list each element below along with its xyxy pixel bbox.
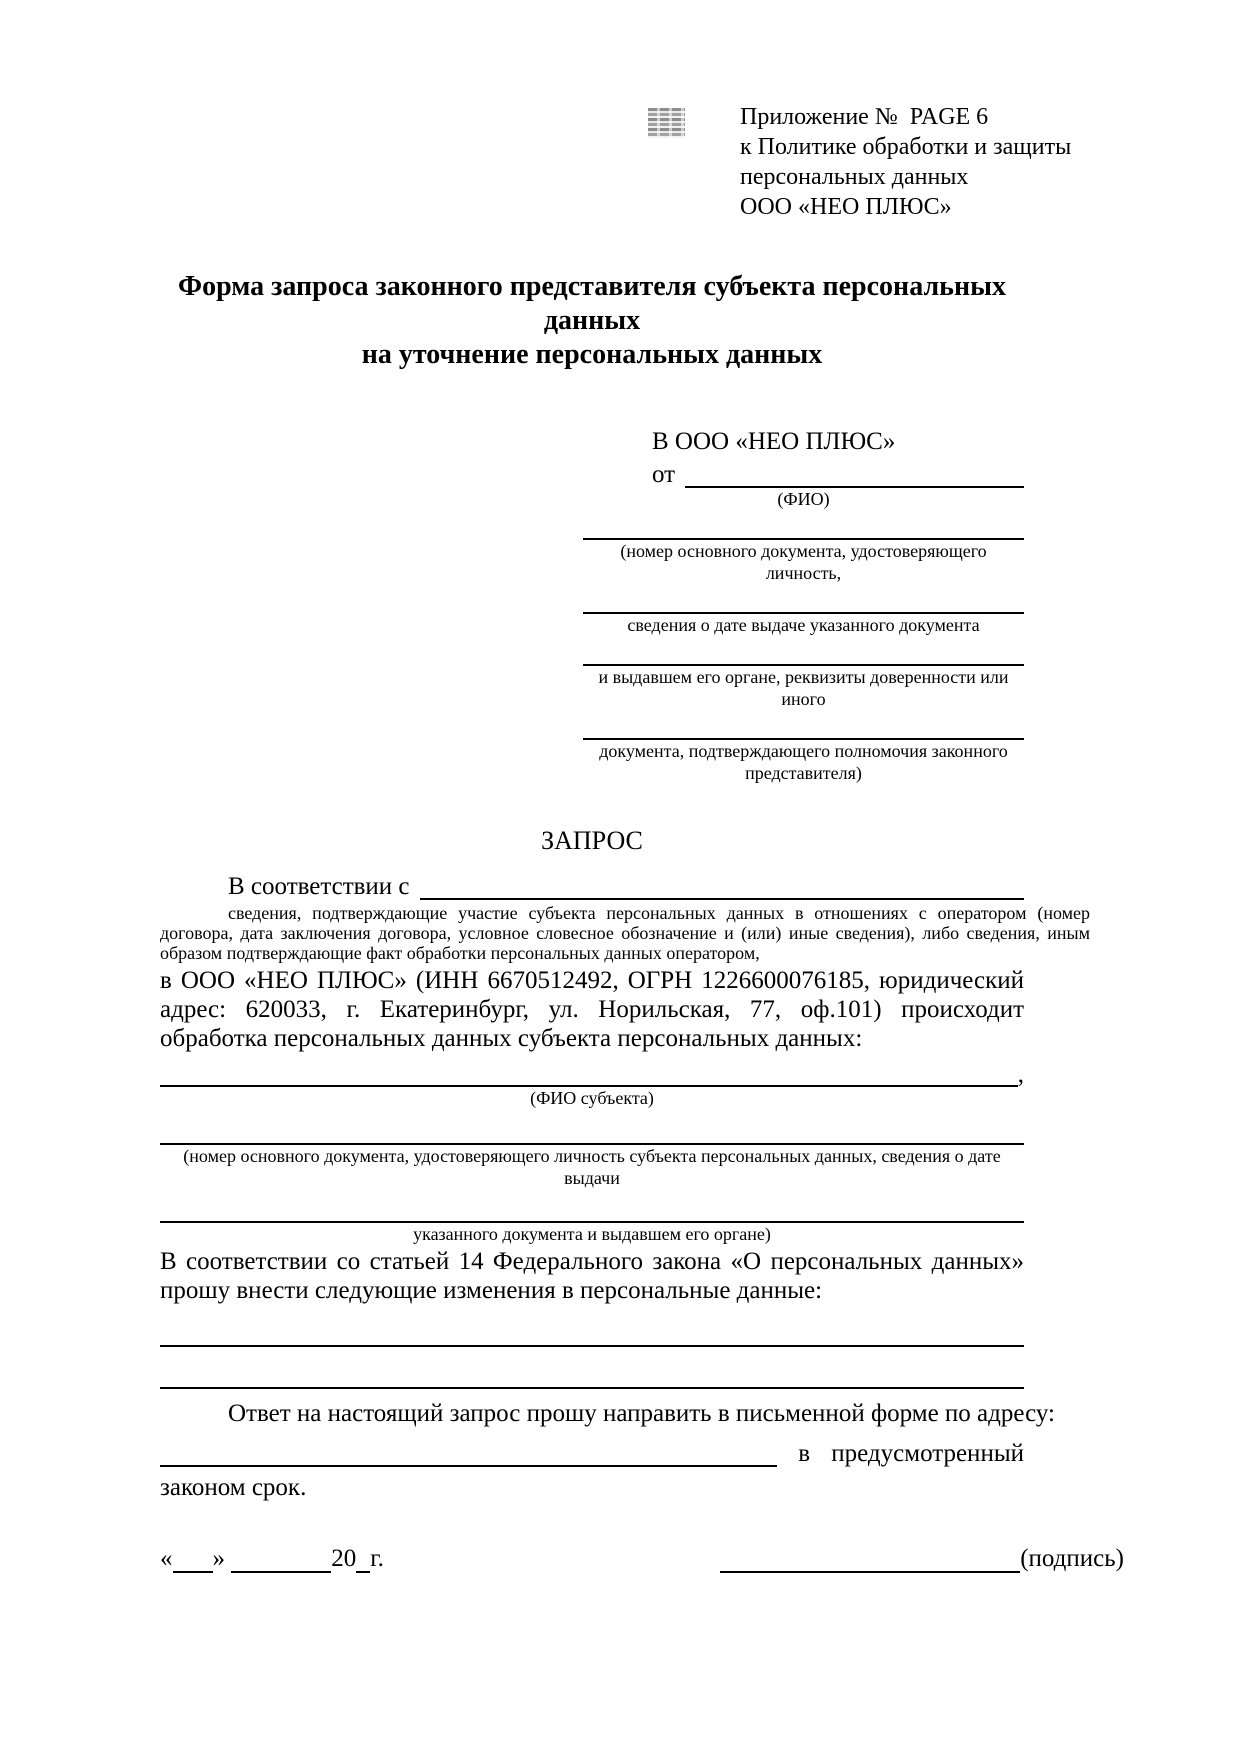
- signature-fill-line[interactable]: [720, 1549, 1020, 1573]
- appendix-header: [740, 102, 1071, 222]
- subject-doc-fill-line-2[interactable]: [160, 1199, 1024, 1223]
- reply-word-v: в: [798, 1440, 811, 1467]
- representative-doc-line-1[interactable]: [583, 518, 1024, 540]
- request-heading: ЗАПРОС: [541, 826, 643, 855]
- representative-doc-caption-1: (номер основного документа, удостоверяющего личность,: [620, 541, 987, 583]
- changes-fill-line-1[interactable]: [160, 1321, 1024, 1347]
- signature-caption: (подпись): [1020, 1545, 1124, 1572]
- date-day-blank[interactable]: [173, 1549, 213, 1573]
- representative-doc-line-4[interactable]: [583, 718, 1024, 740]
- reply-sentence: Ответ на настоящий запрос прошу направить в письменной форме по адресу:: [228, 1400, 1055, 1427]
- date-year-prefix: 20: [331, 1545, 357, 1572]
- reply-tail: законом срок.: [160, 1474, 307, 1501]
- date-year-suffix: г.: [370, 1545, 384, 1572]
- subject-fio-row: [160, 1061, 1024, 1087]
- recipient-block: [583, 428, 1024, 784]
- organization-name: ООО «НЕО ПЛЮС»: [740, 194, 952, 220]
- subject-doc-caption-2: указанного документа и выдавшем его органе): [413, 1224, 771, 1244]
- representative-doc-caption-4: документа, подтверждающего полномочия законного представителя): [599, 741, 1008, 783]
- subject-doc-caption-1: (номер основного документа, удостоверяющего личность субъекта персональных данных, сведения о дате выдачи: [183, 1146, 1001, 1188]
- subject-doc-fill-line-1[interactable]: [160, 1121, 1024, 1145]
- signature-field: [720, 1545, 1124, 1573]
- date-year-blank[interactable]: [356, 1549, 370, 1573]
- operator-paragraph: в ООО «НЕО ПЛЮС» (ИНН 6670512492, ОГРН 1226600076185, юридический адрес: 620033, г. Екатеринбург, ул. Норильская, 77, оф.101) происходит обработка персональных данных субъекта персональных данных:: [160, 967, 1024, 1052]
- date-quote-open: «: [160, 1545, 173, 1572]
- legal-basis-row: [160, 870, 1024, 900]
- from-row: [583, 458, 1024, 488]
- reply-address-row: [160, 1437, 1024, 1467]
- representative-doc-group-3: [583, 644, 1024, 710]
- representative-doc-caption-3: и выдавшем его органе, реквизиты доверенности или иного: [598, 667, 1009, 709]
- from-fill-line[interactable]: [685, 485, 1024, 488]
- representative-doc-line-2[interactable]: [583, 592, 1024, 614]
- reply-word-predusmotrenny: предусмотренный: [831, 1440, 1024, 1467]
- address-fill-line[interactable]: [160, 1437, 777, 1467]
- footer-row: [160, 1545, 1124, 1573]
- subject-doc-group-2: [160, 1199, 1024, 1245]
- recipient-org-line: В ООО «НЕО ПЛЮС»: [652, 428, 896, 455]
- representative-doc-group-2: [583, 592, 1024, 636]
- policy-reference-line-1: к Политике обработки и защиты: [740, 134, 1072, 160]
- date-month-blank[interactable]: [231, 1549, 331, 1573]
- appendix-number-line: Приложение № PAGE 6: [740, 104, 989, 130]
- representative-doc-caption-2: сведения о дате выдаче указанного документа: [627, 615, 980, 635]
- legal-basis-prefix: В соответствии с: [228, 873, 410, 900]
- subject-fio-caption: (ФИО субъекта): [530, 1088, 654, 1108]
- policy-reference-line-2: персональных данных: [740, 164, 969, 190]
- form-title-line-2: на уточнение персональных данных: [361, 339, 823, 370]
- representative-doc-group-1: [583, 518, 1024, 584]
- form-title: [160, 270, 1024, 372]
- date-field: [160, 1545, 384, 1573]
- blurred-field-artifact: [648, 108, 685, 138]
- representative-doc-group-4: [583, 718, 1024, 784]
- trailing-comma: ,: [1017, 1061, 1024, 1088]
- changes-fill-line-2[interactable]: [160, 1363, 1024, 1389]
- fio-caption: (ФИО): [777, 489, 830, 509]
- date-quote-close: »: [212, 1545, 225, 1572]
- representative-doc-line-3[interactable]: [583, 644, 1024, 666]
- law-paragraph: В соответствии со статьей 14 Федерального закона «О персональных данных» прошу внести следующие изменения в персональные данные:: [160, 1248, 1024, 1304]
- smallprint-note: сведения, подтверждающие участие субъекта персональных данных в отношениях с оператором (номер договора, дата заключения договора, условное словесное обозначение и (или) иные сведения), либо сведения, иным образом подтверждающие факт обработки персональных данных оператором,: [160, 903, 1090, 963]
- from-label: от: [652, 461, 676, 488]
- subject-doc-group-1: [160, 1121, 1024, 1189]
- legal-basis-fill-line[interactable]: [420, 897, 1024, 900]
- form-title-line-1: Форма запроса законного представителя субъекта персональных данных: [178, 271, 1006, 336]
